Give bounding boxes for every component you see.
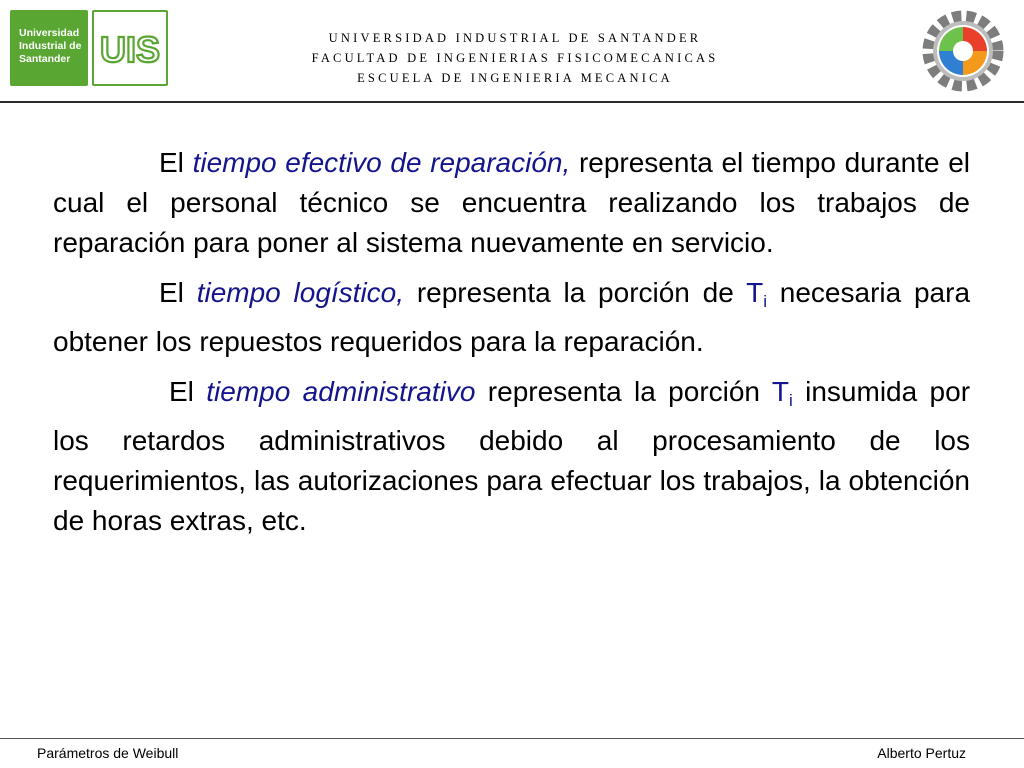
paragraph-text: representa la porción de [416,277,734,308]
university-name: UNIVERSIDAD INDUSTRIAL DE SANTANDER [328,31,702,45]
paragraph-intro: El [169,376,194,407]
school-name: ESCUELA DE INGENIERIA MECANICA [357,71,673,85]
paragraph-text: representa el tiempo durante el cual el personal técnico se encuentra realizando los trabajos de reparación para poner al sistema nuevamente en servicio. [53,147,970,258]
logo-line: Industrial de [19,40,82,52]
gear-logo-icon [917,4,1009,98]
symbol-subscript: i [763,292,767,311]
uis-monogram-text: UIS [99,29,161,70]
term-highlight: tiempo efectivo de reparación, [192,147,571,178]
paragraph-administrative-time [53,372,970,541]
faculty-name: FACULTAD DE INGENIERIAS FISICOMECANICAS [311,51,719,65]
logo-line: Santander [19,53,71,65]
uis-monogram-icon [94,12,166,84]
footer-author: Alberto Pertuz [877,745,966,761]
paragraph-text: necesaria para obtener los repuestos requeridos para la reparación. [53,277,971,357]
institution-block [250,28,780,88]
header-divider [0,101,1024,103]
symbol-subscript: i [788,391,793,410]
symbol-letter: T [746,277,764,308]
symbol-letter: T [771,376,789,407]
slide-header [0,0,1024,102]
university-logo [10,10,88,86]
term-highlight: tiempo logístico, [196,277,405,308]
term-highlight: tiempo administrativo [206,376,476,407]
slide-body [53,143,970,551]
footer-divider [0,738,1024,739]
paragraph-effective-repair-time [53,143,970,263]
paragraph-intro: El [159,277,184,308]
symbol-ti [771,376,793,410]
symbol-ti [746,277,767,311]
paragraph-intro: El [159,147,184,178]
paragraph-logistic-time [53,273,970,362]
uis-monogram-logo [92,10,168,86]
footer-topic: Parámetros de Weibull [37,745,179,761]
paragraph-text: representa la porción [487,376,761,407]
logo-line: Universidad [19,27,80,39]
paragraph-text: insumida por los retardos administrativos debido al procesamiento de los requerimientos, las autorizaciones para efectuar los trabajos, la obtención de horas extras, etc. [53,376,971,536]
